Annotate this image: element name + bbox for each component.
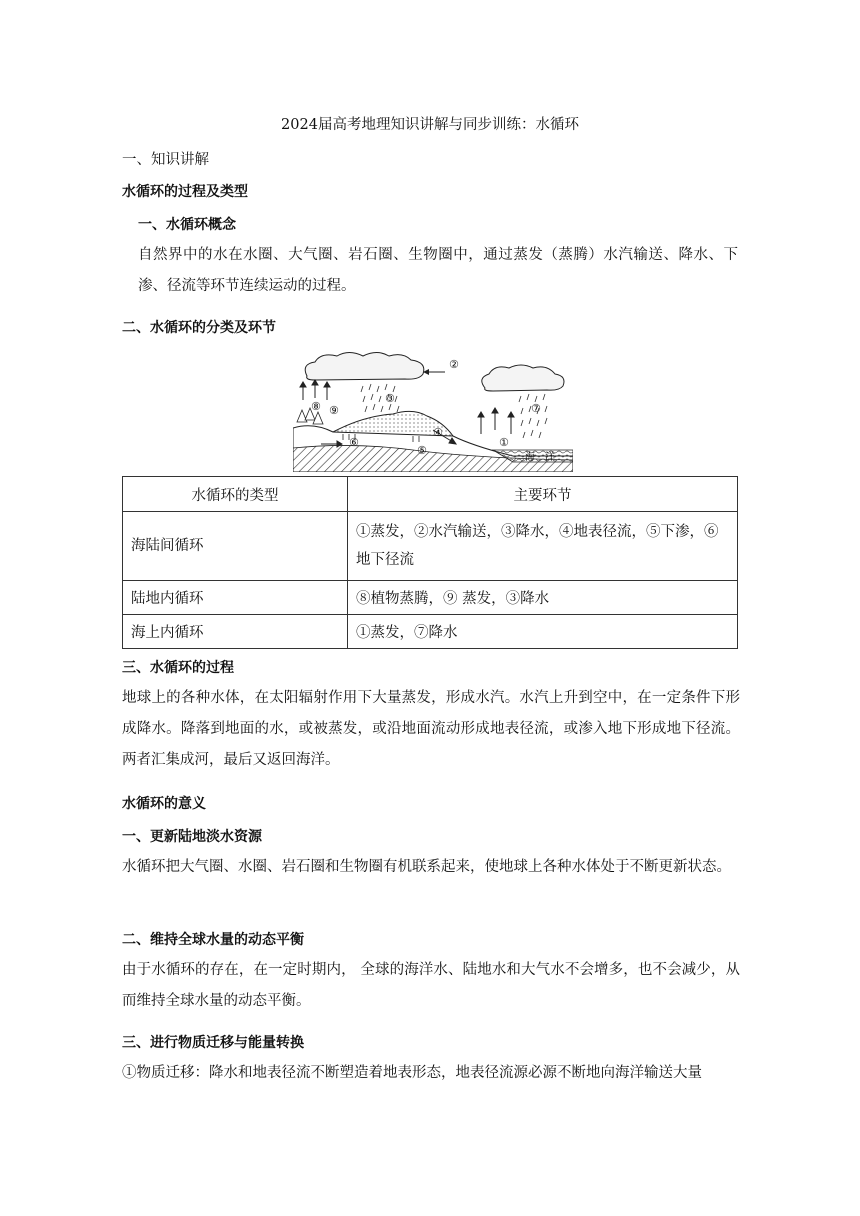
- water-cycle-diagram: [293, 350, 573, 472]
- header-type: 水循环的类型: [123, 477, 348, 512]
- cloud-left: [305, 353, 424, 381]
- update-water-paragraph: 水循环把大气圈、水圈、岩石圈和生物圈有机联系起来，使地球上各种水体处于不断更新状态。: [122, 859, 731, 875]
- subheading-process: 三、水循环的过程: [122, 660, 234, 676]
- part-heading: 一、知识讲解: [122, 152, 209, 168]
- label-4: ④: [433, 426, 443, 439]
- label-9: ⑨: [329, 404, 339, 417]
- section-heading-significance: 水循环的意义: [122, 796, 206, 812]
- header-steps: 主要环节: [348, 477, 738, 512]
- table-header-row: [123, 477, 738, 512]
- row-type: 海陆间循环: [123, 512, 348, 581]
- concept-paragraph: 自然界中的水在水圈、大气圈、岩石圈、生物圈中，通过蒸发（蒸腾）水汽输送、降水、下渗、径流等环节连续运动的过程。: [138, 247, 738, 294]
- table-row: [123, 512, 738, 581]
- label-7: ⑦: [531, 402, 541, 415]
- label-5: ⑤: [417, 444, 427, 457]
- row-steps: ⑧植物蒸腾，⑨ 蒸发，③降水: [348, 581, 738, 615]
- label-8: ⑧: [311, 400, 321, 413]
- evaporation-arrows-right: [478, 408, 514, 434]
- evaporation-arrows-left: [300, 380, 330, 400]
- process-paragraph: 地球上的各种水体，在太阳辐射作用下大量蒸发，形成水汽。水汽上升到空中，在一定条件下形成降水。降落到地面的水，或被蒸发，或沿地面流动形成地表径流，或渗入地下形成地下径流。两者汇集成河，最后又返回海洋。: [122, 690, 740, 768]
- row-steps: ①蒸发，⑦降水: [348, 615, 738, 649]
- subheading-classification: 二、水循环的分类及环节: [122, 320, 276, 336]
- subheading-update-water: 一、更新陆地淡水资源: [122, 829, 262, 845]
- row-type: 陆地内循环: [123, 581, 348, 615]
- subheading-balance: 二、维持全球水量的动态平衡: [122, 932, 304, 948]
- ocean-label: 海 洋: [525, 452, 555, 463]
- rain-right: [519, 394, 547, 438]
- label-2: ②: [449, 358, 459, 371]
- label-6: ⑥: [349, 436, 359, 449]
- subheading-concept: 一、水循环概念: [138, 217, 236, 233]
- table-row: [123, 581, 738, 615]
- cloud-right: [482, 365, 564, 391]
- label-3: ③: [385, 392, 395, 405]
- table-row: [123, 615, 738, 649]
- label-1: ①: [499, 436, 509, 449]
- subheading-transfer: 三、进行物质迁移与能量转换: [122, 1035, 304, 1051]
- cycle-type-table: [122, 476, 738, 649]
- section-heading-process-types: 水循环的过程及类型: [122, 184, 248, 200]
- row-type: 海上内循环: [123, 615, 348, 649]
- row-steps: ①蒸发，②水汽输送，③降水，④地表径流，⑤下渗，⑥地下径流: [348, 512, 738, 581]
- transfer-paragraph: ①物质迁移：降水和地表径流不断塑造着地表形态，地表径流源必源不断地向海洋输送大量: [122, 1065, 702, 1081]
- document-title: 2024届高考地理知识讲解与同步训练：水循环: [281, 117, 579, 133]
- balance-paragraph: 由于水循环的存在，在一定时期内， 全球的海洋水、陆地水和大气水不会增多，也不会减少，从而维持全球水量的动态平衡。: [122, 962, 740, 1009]
